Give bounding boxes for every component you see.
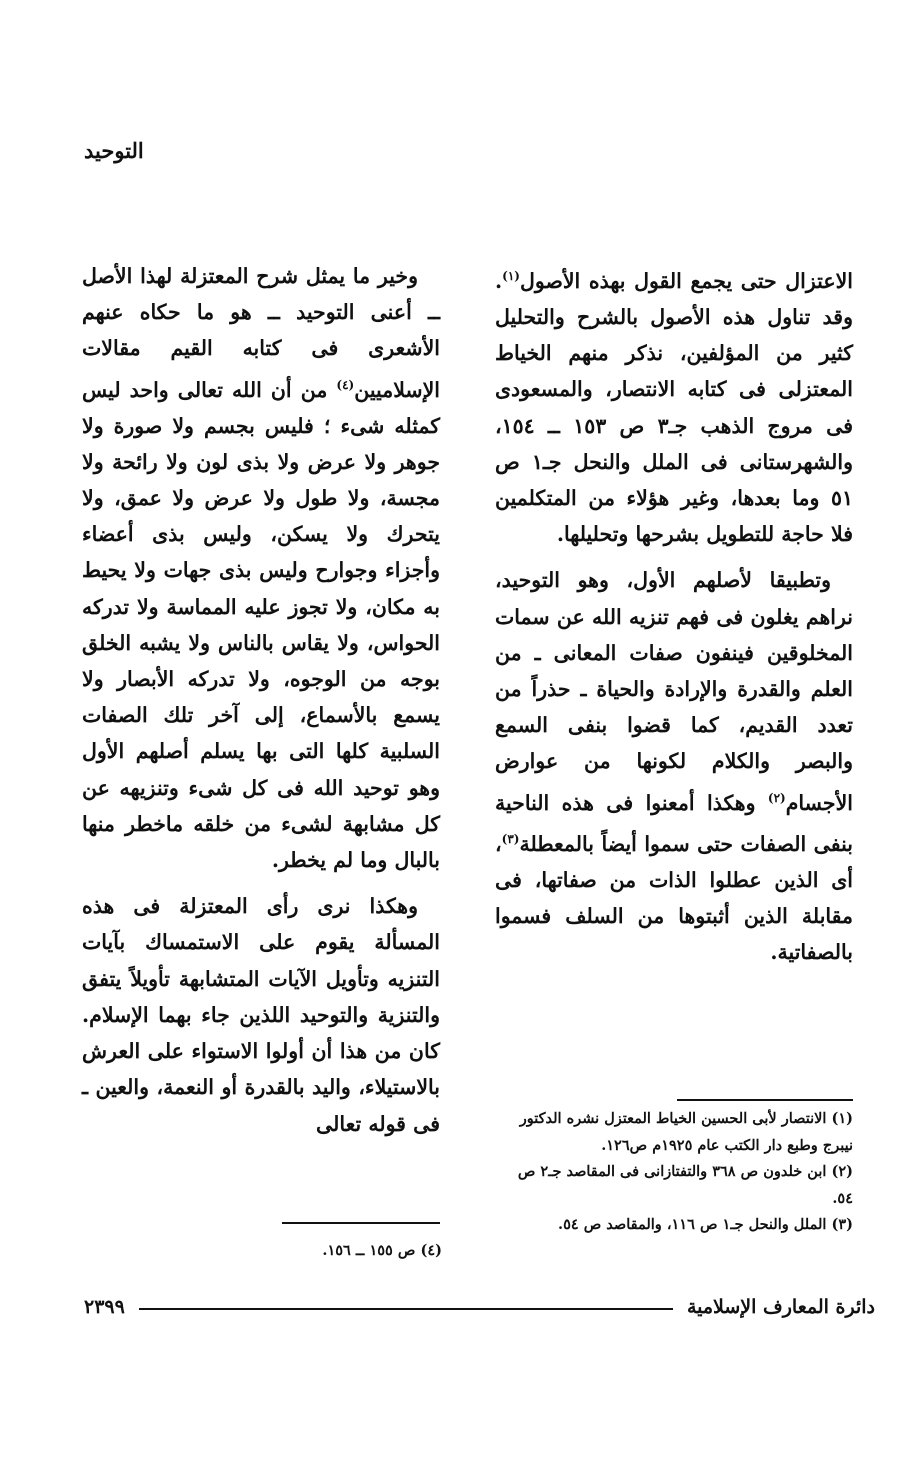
footnotes-right [495,1106,853,1239]
footnote-ref[interactable]: (٤) [336,377,355,392]
footnote-divider [282,1222,440,1224]
left-column [82,258,440,1152]
footnote-ref[interactable]: (٣) [501,831,520,846]
footnote: (٢) ابن خلدون ص ٣٦٨ والتفتازانى فى المقاصد جـ٢ ص ٥٤. [517,1163,853,1207]
paragraph: الاعتزال حتى يجمع القول بهذه الأصول$^{(١)}$. وقد تناول هذه الأصول بالشرح والتحليل كثير من المؤلفين، نذكر منهم الخياط المعتزلى فى كتابه الانتصار، والمسعودى فى مروج الذهب جـ٣ ص ١٥٣ ــ ١٥٤، والشهرستانى فى الملل والنحل جـ١ ص ٥١ وما بعدها، وغير هؤلاء من المتكلمين فلا حاجة للتطويل بشرحها وتحليلها. [495,268,853,547]
publication-name: دائرة المعارف الإسلامية [686,1296,875,1318]
page-number: ٢٣٩٩ [84,1296,125,1318]
right-column [495,258,853,980]
footnote-divider [677,1099,853,1101]
paragraph: وتطبيقا لأصلهم الأول، وهو التوحيد، نراهم يغلون فى فهم تنزيه الله عن سمات المخلوقين فينفون صفات المعانى ـ من العلم والقدرة والإرادة والحياة ـ حذراً من تعدد القديم، كما قضوا بنفى السمع والبصر والكلام لكونها من عوارض الأجسام$^{(٢)}$ وهكذا أمعنوا فى هذه الناحية بنفى الصفات حتى سموا أيضاً بالمعطلة$^{(٣)}$، أى الذين عطلوا الذات من صفاتها، فى مقابلة الذين أثبتوها من السلف فسموا بالصفاتية. [495,568,853,965]
paragraph: وخير ما يمثل شرح المعتزلة لهذا الأصل ــ أعنى التوحيد ــ هو ما حكاه عنهم الأشعرى فى كتابه القيم مقالات الإسلاميين$^{(٤)}$ من أن الله تعالى واحد ليس كمثله شىء ؛ فليس بجسم ولا صورة ولا جوهر ولا عرض ولا بذى لون ولا رائحة ولا مجسة، ولا طول ولا عرض ولا عمق، ولا يتحرك ولا يسكن، وليس بذى أعضاء وأجزاء وجوارح وليس بذى جهات ولا يحيط به مكان، ولا تجوز عليه المماسة ولا تدركه الحواس، ولا يقاس بالناس ولا يشبه الخلق بوجه من الوجوه، ولا تدركه الأبصار ولا يسمع بالأسماع، إلى آخر تلك الصفات السلبية كلها التى بها يسلم أصلهم الأول وهو توحيد الله فى كل شىء وتنزيهه عن كل مشابهة لشىء من خلقه ماخطر منها بالبال وما لم يخطر. [82,264,440,873]
footer-rule [139,1308,673,1310]
footnote: (٣) الملل والنحل جـ١ ص ١١٦، والمقاصد ص ٥٤. [558,1216,853,1233]
page-footer [84,1296,875,1318]
footnote: (١) الانتصار لأبى الحسين الخياط المعتزل نشره الدكتور نيبرج وطبع دار الكتب عام ١٩٢٥م ص١٢٦. [519,1110,853,1154]
footnote: (٤) ص ١٥٥ ــ ١٥٦. [322,1242,442,1259]
paragraph: وهكذا نرى رأى المعتزلة فى هذه المسألة يقوم على الاستمساك بآيات التنزيه وتأويل الآيات المتشابهة تأويلاً يتفق والتنزية والتوحيد اللذين جاء بهما الإسلام. كان من هذا أن أولوا الاستواء على العرش بالاستيلاء، واليد بالقدرة أو النعمة، والعين ـ فى قوله تعالى [82,894,440,1136]
running-header: التوحيد [84,138,144,163]
footnotes-left [282,1238,442,1264]
footnote-ref[interactable]: (١) [502,269,520,283]
footnote-ref[interactable]: (٢) [767,790,786,805]
